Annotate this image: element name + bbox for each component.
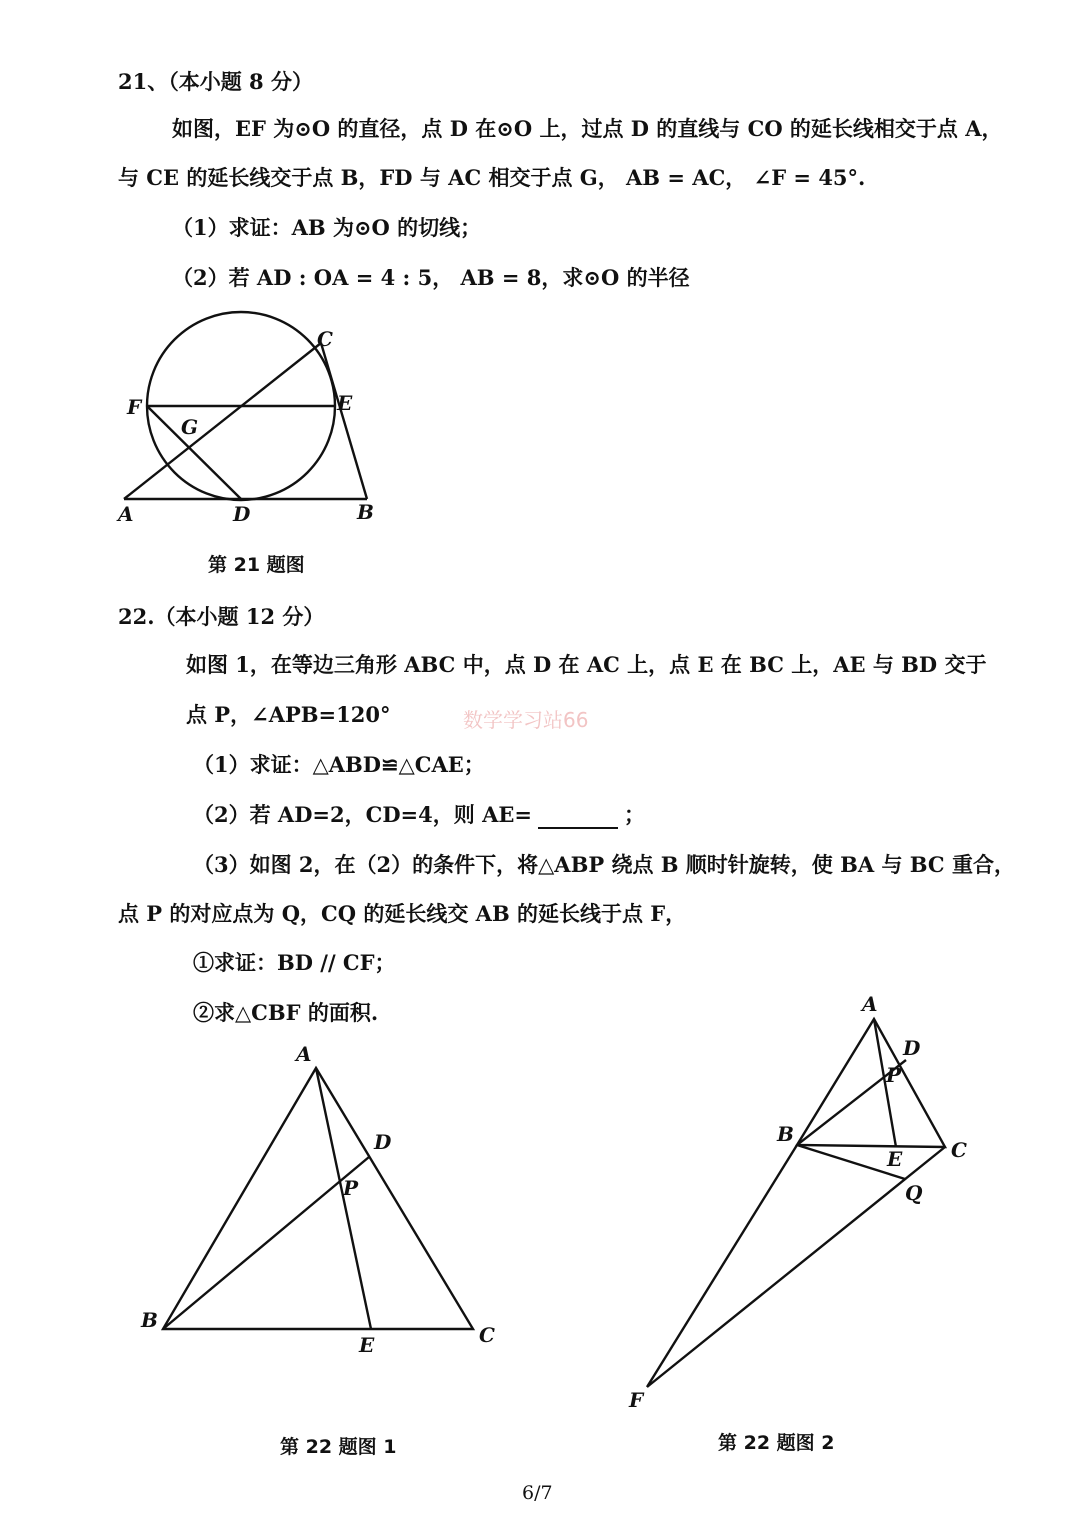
- q21-label-e: E: [337, 391, 353, 415]
- q22-fig2-label-e: E: [887, 1147, 903, 1171]
- q22-sub2: ②求△CBF 的面积.: [193, 1000, 379, 1025]
- q22-stem-line2: 点 P，∠APB=120°: [186, 702, 391, 727]
- q21-stem-line1: 如图，EF 为⊙O 的直径，点 D 在⊙O 上，过点 D 的直线与 CO 的延长线相交于点 A，: [172, 116, 1003, 141]
- q22-sub1: ①求证：BD // CF；: [193, 950, 396, 975]
- q21-header: 21、（本小题 8 分）: [118, 69, 313, 94]
- q22-fig2-line-bq: [797, 1145, 905, 1179]
- q21-label-b: B: [357, 500, 374, 524]
- q21-line-cb: [321, 343, 367, 499]
- q22-fig2-line-bf: [647, 1145, 797, 1387]
- q22-fig1-label-a: A: [296, 1042, 312, 1066]
- q21-label-g: G: [181, 415, 199, 439]
- watermark: 数学学习站66: [463, 708, 589, 732]
- q22-fig2-triangle-abc: [797, 1019, 945, 1147]
- q21-stem-line2: 与 CE 的延长线交于点 B，FD 与 AC 相交于点 G， AB = AC， ∠F = 45°.: [118, 165, 866, 190]
- q22-fig1-caption: 第 22 题图 1: [280, 1436, 397, 1458]
- q21-label-c: C: [317, 327, 333, 351]
- q22-fig1-label-e: E: [359, 1333, 375, 1357]
- q22-part2-text: （2）若 AD=2，CD=4，则 AE=: [193, 802, 532, 827]
- q22-fig1-label-p: P: [343, 1176, 359, 1200]
- q21-label-d: D: [233, 502, 251, 526]
- q21-circle-o: [147, 312, 335, 500]
- q22-header: 22.（本小题 12 分）: [118, 604, 325, 629]
- q21-line-ac: [124, 343, 321, 499]
- q22-fig2-line-ae: [874, 1019, 896, 1147]
- q22-fig2-label-c: C: [951, 1138, 967, 1162]
- q22-answer-blank[interactable]: [538, 809, 618, 829]
- q22-fig2-label-b: B: [777, 1122, 794, 1146]
- q22-fig2-line-bd: [797, 1060, 906, 1145]
- q22-fig1-label-c: C: [479, 1323, 495, 1347]
- q22-fig1-label-d: D: [374, 1130, 392, 1154]
- q22-part2-end: ；: [623, 802, 645, 827]
- q22-fig2-label-p: P: [886, 1063, 902, 1087]
- q22-fig1-triangle-abc: [163, 1068, 473, 1329]
- q21-part2: （2）若 AD : OA = 4 : 5， AB = 8，求⊙O 的半径: [172, 265, 690, 290]
- q21-part1: （1）求证：AB 为⊙O 的切线；: [172, 215, 482, 240]
- q22-part3-line1: （3）如图 2，在（2）的条件下，将△ABP 绕点 B 顺时针旋转，使 BA 与 BC 重合，: [193, 852, 1015, 877]
- q22-fig2-label-a: A: [862, 992, 878, 1016]
- q22-fig2-label-f: F: [629, 1388, 644, 1412]
- q21-figure-caption: 第 21 题图: [208, 554, 305, 576]
- page-number: 6/7: [522, 1482, 553, 1504]
- q21-line-fd: [147, 406, 241, 499]
- q22-fig2-caption: 第 22 题图 2: [718, 1432, 835, 1454]
- q22-part3-line2: 点 P 的对应点为 Q，CQ 的延长线交 AB 的延长线于点 F，: [118, 901, 687, 926]
- q21-label-f: F: [127, 395, 142, 419]
- q22-fig2-line-cf: [647, 1147, 945, 1387]
- q22-stem-line1: 如图 1，在等边三角形 ABC 中，点 D 在 AC 上，点 E 在 BC 上，AE 与 BD 交于: [186, 652, 987, 677]
- q22-fig1-label-b: B: [141, 1308, 158, 1332]
- q22-fig2-label-d: D: [903, 1036, 921, 1060]
- q22-part2: [193, 799, 645, 829]
- q21-label-a: A: [118, 502, 134, 526]
- q22-part1: （1）求证：△ABD≌△CAE；: [193, 752, 485, 777]
- q22-fig1-line-bd: [163, 1157, 369, 1329]
- q22-fig2-label-q: Q: [905, 1181, 923, 1205]
- q22-fig1-line-ae: [316, 1068, 371, 1329]
